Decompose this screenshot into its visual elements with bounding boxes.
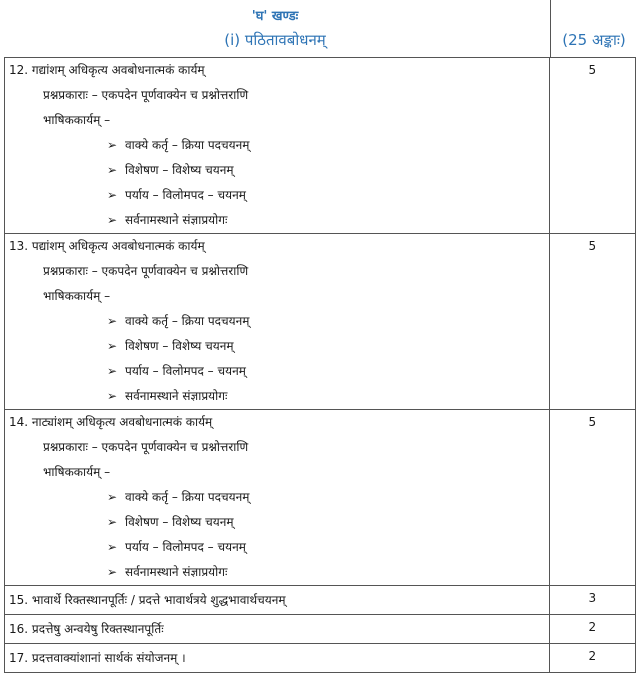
subsection-title: (i) पठितावबोधनम्: [224, 31, 326, 49]
arrow-bullet-icon: ➢: [107, 314, 118, 328]
bullet-text: सर्वनामस्थाने संज्ञाप्रयोगः: [125, 565, 228, 579]
question-cell: [5, 58, 550, 234]
question-type-line: प्रश्नप्रकाराः – एकपदेन पूर्णवाक्येन च प्रश्नोत्तराणि: [43, 264, 249, 278]
question-cell: [5, 410, 550, 586]
question-row: [5, 58, 636, 234]
marks-cell: [549, 234, 635, 410]
question-cell: [5, 234, 550, 410]
language-task-line: भाषिककार्यम् –: [43, 465, 111, 479]
bullet-text: पर्याय – विलोमपद – चयनम्: [125, 540, 246, 554]
bullet-item: [5, 334, 549, 359]
question-row: [5, 644, 636, 673]
bullet-item: [5, 535, 549, 560]
question-row: [5, 615, 636, 644]
bullet-item: [5, 510, 549, 535]
arrow-bullet-icon: ➢: [107, 565, 118, 579]
question-marks: 5: [588, 239, 597, 253]
total-marks: (25 अङ्काः): [562, 31, 626, 49]
question-heading: 13. पद्यांशम् अधिकृत्य अवबोधनात्मकं कार्यम्: [9, 239, 205, 253]
question-marks: 5: [588, 63, 597, 77]
question-marks: 3: [588, 591, 597, 605]
bullet-item: [5, 183, 549, 208]
marks-cell: [549, 58, 635, 234]
bullet-text: वाक्ये कर्तृ – क्रिया पदचयनम्: [125, 138, 250, 152]
bullet-text: सर्वनामस्थाने संज्ञाप्रयोगः: [125, 213, 228, 227]
bullet-text: वाक्ये कर्तृ – क्रिया पदचयनम्: [125, 490, 250, 504]
question-marks: 5: [588, 415, 597, 429]
bullet-item: [5, 485, 549, 510]
table-header: [0, 30, 640, 56]
bullet-text: विशेषण – विशेष्य चयनम्: [125, 515, 234, 529]
question-text: 15. भावार्थे रिक्तस्थानपूर्तिः / प्रदत्ते भावार्थत्रये शुद्धभावार्थचयनम्: [9, 593, 286, 607]
arrow-bullet-icon: ➢: [107, 364, 118, 378]
arrow-bullet-icon: ➢: [107, 490, 118, 504]
bullet-item: [5, 384, 549, 409]
bullet-item: [5, 359, 549, 384]
question-heading: 14. नाट्यांशम् अधिकृत्य अवबोधनात्मकं कार्यम्: [9, 415, 213, 429]
question-row: [5, 410, 636, 586]
bullet-text: वाक्ये कर्तृ – क्रिया पदचयनम्: [125, 314, 250, 328]
questions-table: [4, 57, 636, 673]
marks-cell: [549, 586, 635, 615]
marks-cell: [549, 644, 635, 673]
question-marks: 2: [588, 649, 597, 663]
question-type-line: प्रश्नप्रकाराः – एकपदेन पूर्णवाक्येन च प्रश्नोत्तराणि: [43, 440, 249, 454]
arrow-bullet-icon: ➢: [107, 163, 118, 177]
question-cell: [5, 586, 550, 615]
question-row: [5, 234, 636, 410]
bullet-item: [5, 560, 549, 585]
question-text: 17. प्रदत्तवाक्यांशानां सार्थकं संयोजनम् ।: [9, 651, 186, 665]
bullet-text: पर्याय – विलोमपद – चयनम्: [125, 188, 246, 202]
language-task-line: भाषिककार्यम् –: [43, 113, 111, 127]
section-title: 'घ' खण्डः: [251, 9, 299, 24]
question-type-line: प्रश्नप्रकाराः – एकपदेन पूर्णवाक्येन च प्रश्नोत्तराणि: [43, 88, 249, 102]
question-cell: [5, 615, 550, 644]
bullet-item: [5, 208, 549, 233]
bullet-text: सर्वनामस्थाने संज्ञाप्रयोगः: [125, 389, 228, 403]
bullet-text: पर्याय – विलोमपद – चयनम्: [125, 364, 246, 378]
question-text: 16. प्रदत्तेषु अन्वयेषु रिक्तस्थानपूर्तिः: [9, 622, 164, 636]
bullet-text: विशेषण – विशेष्य चयनम्: [125, 339, 234, 353]
arrow-bullet-icon: ➢: [107, 188, 118, 202]
question-heading: 12. गद्यांशम् अधिकृत्य अवबोधनात्मकं कार्यम्: [9, 63, 205, 77]
language-task-line: भाषिककार्यम् –: [43, 289, 111, 303]
question-row: [5, 586, 636, 615]
question-marks: 2: [588, 620, 597, 634]
arrow-bullet-icon: ➢: [107, 540, 118, 554]
bullet-text: विशेषण – विशेष्य चयनम्: [125, 163, 234, 177]
arrow-bullet-icon: ➢: [107, 339, 118, 353]
arrow-bullet-icon: ➢: [107, 138, 118, 152]
marks-cell: [549, 615, 635, 644]
arrow-bullet-icon: ➢: [107, 515, 118, 529]
arrow-bullet-icon: ➢: [107, 389, 118, 403]
arrow-bullet-icon: ➢: [107, 213, 118, 227]
question-cell: [5, 644, 550, 673]
bullet-item: [5, 158, 549, 183]
marks-cell: [549, 410, 635, 586]
bullet-item: [5, 133, 549, 158]
bullet-item: [5, 309, 549, 334]
